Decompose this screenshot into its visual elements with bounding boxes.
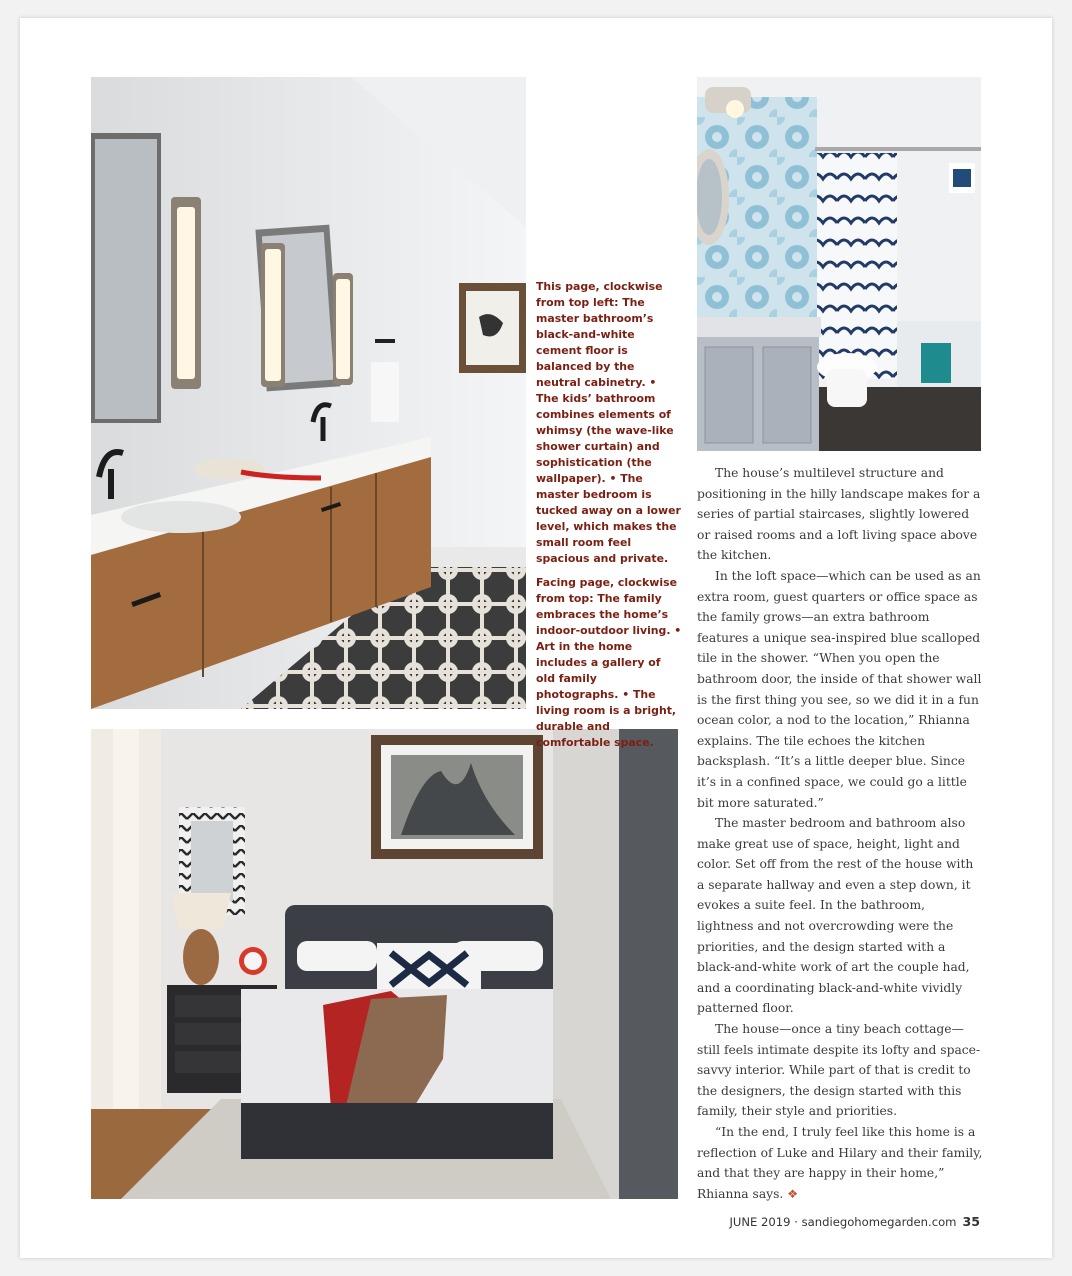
- footer-separator: ·: [790, 1215, 802, 1229]
- photo-caption: [536, 279, 682, 759]
- caption-paragraph-this-page: This page, clockwise from top left: The master bathroom’s black-and-white cement floor is balanced by the neutral cabinetry. • The kids’ bathroom combines elements of whimsy (the wave-like shower curtain) and sophistication (the wallpaper). • The master bedroom is tucked away on a lower level, which makes the small room feel spacious and private.: [536, 280, 681, 565]
- bedroom-photo: [91, 729, 678, 1199]
- page-number: 35: [962, 1214, 980, 1229]
- website-link[interactable]: sandiegohomegarden.com: [801, 1215, 957, 1229]
- magazine-page: [20, 18, 1052, 1258]
- master-bathroom-photo: [91, 77, 526, 709]
- page-footer: [729, 1214, 980, 1229]
- article-body: [697, 463, 983, 1204]
- article-paragraph-final: [697, 1122, 983, 1204]
- article-paragraph: The house’s multilevel structure and positioning in the hilly landscape makes for a series of partial staircases, slightly lowered or raised rooms and a loft living space above the kitchen.: [697, 466, 981, 563]
- article-paragraph: The master bedroom and bathroom also make great use of space, height, light and color. Set off from the rest of the house with a separate hallway and even a step down, it evokes a suite feel. In the bathroom, lightness and not overcrowding were the priorities, and the design started with a black-and-white work of art the couple had, and a coordinating black-and-white vividly patterned floor.: [697, 816, 974, 1016]
- issue-date: JUNE 2019: [729, 1215, 791, 1229]
- article-paragraph: The house—once a tiny beach cottage—still feels intimate despite its lofty and space-savvy interior. While part of that is credit to the designers, the design started with this family, their style and priorities.: [697, 1022, 981, 1119]
- end-mark-icon: ❖: [787, 1186, 799, 1201]
- kids-bathroom-photo: [697, 77, 981, 451]
- article-paragraph-final-text: “In the end, I truly feel like this home is a reflection of Luke and Hilary and their family, and that they are happy in their home,” Rhianna says.: [697, 1125, 983, 1201]
- article-paragraph: In the loft space—which can be used as an extra room, guest quarters or office space as the family grows—an extra bathroom features a unique sea-inspired blue scalloped tile in the shower. “When you open the bathroom door, the inside of that shower wall is the first thing you see, so we did it in a fun ocean color, a nod to the location,” Rhianna explains. The tile echoes the kitchen backsplash. “It’s a little deeper blue. Since it’s in a confined space, we could go a little bit more saturated.”: [697, 568, 982, 810]
- caption-paragraph-facing-page: Facing page, clockwise from top: The family embraces the home’s indoor-outdoor living. • Art in the home includes a gallery of old family photographs. • The living room is a bright, durable and comfortable space.: [536, 576, 682, 749]
